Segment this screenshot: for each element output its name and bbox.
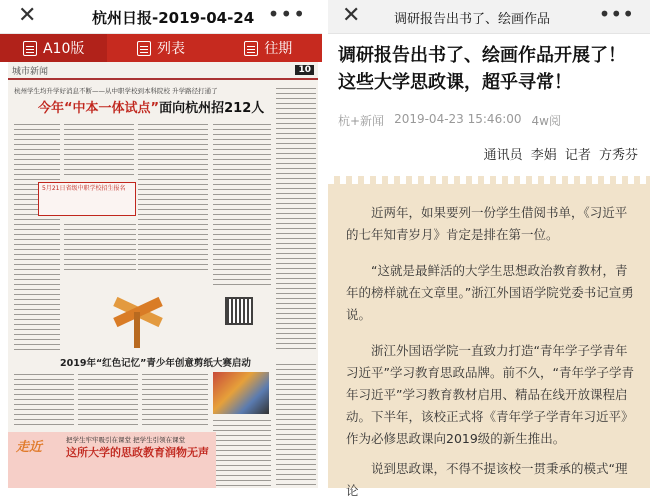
- paper-photo: [213, 372, 269, 414]
- paper-headline[interactable]: 今年“中本一体试点”面向杭州招212人: [38, 101, 265, 116]
- right-titlebar: [328, 0, 650, 34]
- article-views: 4w阅: [531, 114, 561, 128]
- article-title: 调研报告出书了、绘画作品开展了！这些大学思政课，超乎寻常！: [338, 45, 626, 93]
- right-panel: [328, 0, 650, 498]
- article-body: [328, 176, 650, 498]
- paper-feature-block[interactable]: [8, 432, 216, 488]
- app-title: 杭州日报-2019-04-24: [92, 9, 255, 27]
- tab-list[interactable]: [107, 34, 214, 62]
- paper-text-column: [138, 122, 208, 272]
- tab-a10[interactable]: [0, 34, 107, 62]
- left-panel: [0, 0, 322, 488]
- close-icon[interactable]: ✕: [18, 3, 37, 28]
- paper-text-column: [64, 222, 136, 274]
- paper-headline-sub: 杭州学生均升学好消息不断——从中职学校到本科院校 升学路径打通了: [14, 87, 218, 95]
- paper-text-column: [276, 362, 316, 488]
- article-paragraph: 说到思政课，不得不提该校一贯秉承的模式“理论: [346, 461, 628, 498]
- article-paragraph: 近两年，如果要列一份学生借阅书单，《习近平的七年知青岁月》肯定是排在第一位。: [346, 205, 628, 242]
- more-icon[interactable]: •••: [598, 2, 634, 26]
- newspaper-page[interactable]: [8, 62, 318, 488]
- list-icon: [137, 41, 151, 56]
- paper-text-column: [78, 372, 138, 427]
- crossroads-illustration: [108, 277, 168, 347]
- tab-label: 往期: [264, 41, 293, 57]
- article-meta: [338, 112, 561, 129]
- tab-label: 列表: [156, 41, 185, 57]
- close-icon[interactable]: ✕: [342, 3, 361, 28]
- article-paragraph: 浙江外国语学院一直致力打造“青年学子学青年习近平”学习教育思政品牌。前不久，“青年学子学青年习近平”学习教育教材启用、精品在线开放课程启动。下半年，该校正式将《青年学子学青年习近平》作为必修思政课向2019级的新生推出。: [346, 343, 634, 446]
- article-bar-title: 调研报告出书了、绘画作品: [394, 12, 551, 27]
- page-icon: [23, 41, 37, 56]
- tab-archive[interactable]: [215, 34, 322, 62]
- feature-title: 这所大学的思政教育润物无声: [66, 446, 209, 459]
- article-paragraph: “这就是最鲜活的大学生思想政治教育教材，青年的榜样就在文章里。”浙江外国语学院党委书记宣勇说。: [346, 263, 634, 322]
- paper-text-column: [14, 122, 60, 352]
- feature-logo: 走近: [16, 440, 43, 455]
- paper-text-column: [213, 418, 271, 488]
- paper-section: 城市新闻: [12, 66, 49, 77]
- paper-text-column: [276, 86, 316, 351]
- paper-text-column: [64, 122, 134, 178]
- article-source[interactable]: 杭+新闻: [338, 114, 385, 128]
- article-datetime: 2019-04-23 15:46:00: [394, 112, 522, 126]
- qr-code: [225, 297, 253, 325]
- left-titlebar: [0, 0, 322, 34]
- paper-text-column: [213, 122, 271, 287]
- paper-text-column: [14, 372, 74, 427]
- more-icon[interactable]: •••: [267, 2, 306, 26]
- paper-page-number: 10: [295, 65, 314, 75]
- tab-label: A10版: [42, 41, 85, 57]
- paper-highlight-box: 5月21日省级中职学校招生报名: [38, 182, 136, 216]
- calendar-icon: [244, 41, 258, 56]
- paper-header: [8, 62, 318, 80]
- paper-text-column: [142, 372, 208, 427]
- feature-kicker: 把学生牢牢吸引在课堂 把学生引领在课堂: [66, 436, 186, 444]
- paper-mid-title[interactable]: 2019年“红色记忆”青少年创意剪纸大赛启动: [60, 358, 251, 369]
- edition-tabs: [0, 34, 322, 62]
- article-authors: 通讯员 李娟 记者 方秀芬: [483, 148, 638, 163]
